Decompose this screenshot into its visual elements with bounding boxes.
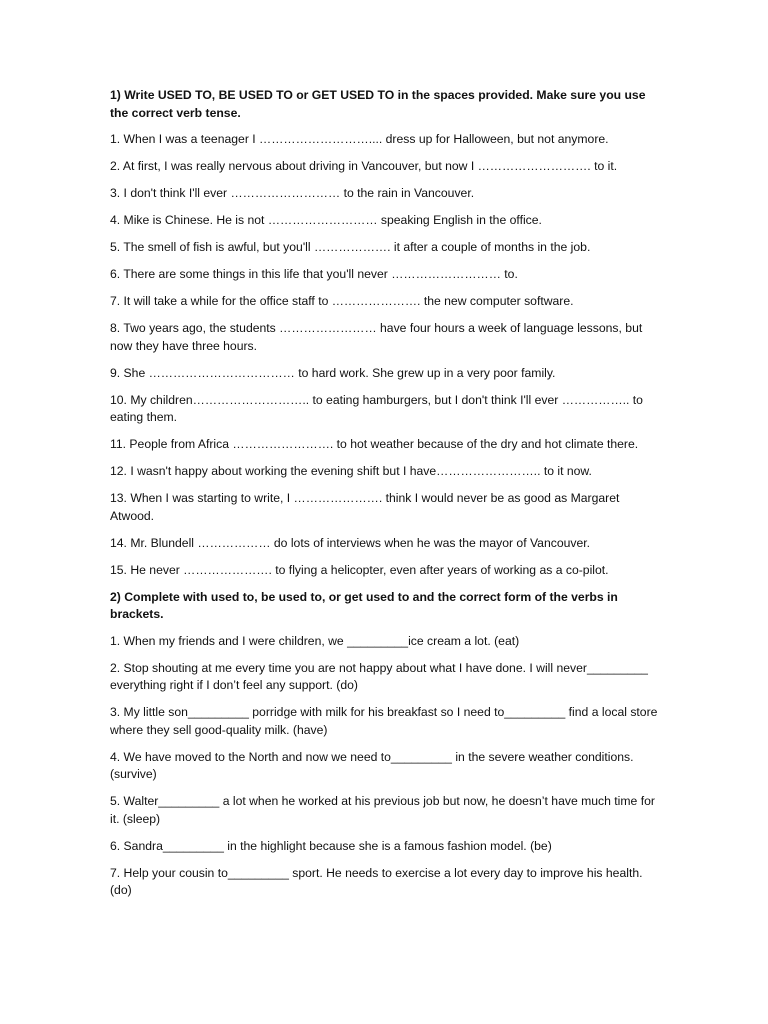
section1-item: 7. It will take a while for the office staff to …………………. the new computer software. (110, 294, 574, 308)
section2-item: 3. My little son_________ porridge with milk for his breakfast so I need to_________ find a local store where they sell good-quality milk. (have) (110, 705, 658, 737)
section1-item: 13. When I was starting to write, I …………………. think I would never be as good as Margaret Atwood. (110, 491, 620, 523)
section1-item: 6. There are some things in this life that you'll never ……………………… to. (110, 267, 518, 281)
section1-item: 9. She ……………………………… to hard work. She grew up in a very poor family. (110, 365, 556, 380)
section1-heading: 1) Write USED TO, BE USED TO or GET USED TO in the spaces provided. Make sure you use the correct verb tense. (110, 88, 646, 120)
section2-item: 5. Walter_________ a lot when he worked at his previous job but now, he doesn’t have much time for it. (sleep) (110, 794, 655, 826)
section1-item: 11. People from Africa ……………………. to hot weather because of the dry and hot climate there. (110, 437, 639, 451)
section2-item: 6. Sandra_________ in the highlight because she is a famous fashion model. (be) (110, 838, 552, 853)
section2-item: 1. When my friends and I were children, we _________ice cream a lot. (eat) (110, 633, 520, 648)
section1-item: 4. Mike is Chinese. He is not ……………………… speaking English in the office. (110, 213, 542, 227)
worksheet (110, 87, 658, 909)
section2-heading: 2) Complete with used to, be used to, or get used to and the correct form of the verbs in brackets. (110, 589, 618, 621)
section1-item: 2. At first, I was really nervous about driving in Vancouver, but now I ………………………. to it. (110, 159, 618, 173)
section1-item: 1. When I was a teenager I ……………………….... dress up for Halloween, but not anymore. (110, 132, 609, 146)
section2-item: 4. We have moved to the North and now we need to_________ in the severe weather conditions. (survive) (110, 749, 634, 781)
section1-item: 5. The smell of fish is awful, but you'll ………………. it after a couple of months in the job. (110, 240, 591, 254)
section1-item: 12. I wasn't happy about working the evening shift but I have…………………….. to it now. (110, 464, 592, 478)
section2-item: 7. Help your cousin to_________ sport. He needs to exercise a lot every day to improve his health. (do) (110, 865, 643, 897)
section2-item: 2. Stop shouting at me every time you are not happy about what I have done. I will never_________ everything right if I don’t feel any support. (do) (110, 660, 648, 692)
section1-item: 3. I don't think I'll ever ……………………… to the rain in Vancouver. (110, 186, 475, 200)
section1-item: 10. My children……………………….. to eating hamburgers, but I don't think I'll ever …………….. to eating them. (110, 392, 643, 424)
section1-item: 14. Mr. Blundell ……………… do lots of interviews when he was the mayor of Vancouver. (110, 535, 591, 550)
section1-item: 15. He never …………………. to flying a helicopter, even after years of working as a co-pilot. (110, 562, 609, 577)
section1-item: 8. Two years ago, the students …………………… have four hours a week of language lessons, but now they have three hours. (110, 321, 643, 353)
